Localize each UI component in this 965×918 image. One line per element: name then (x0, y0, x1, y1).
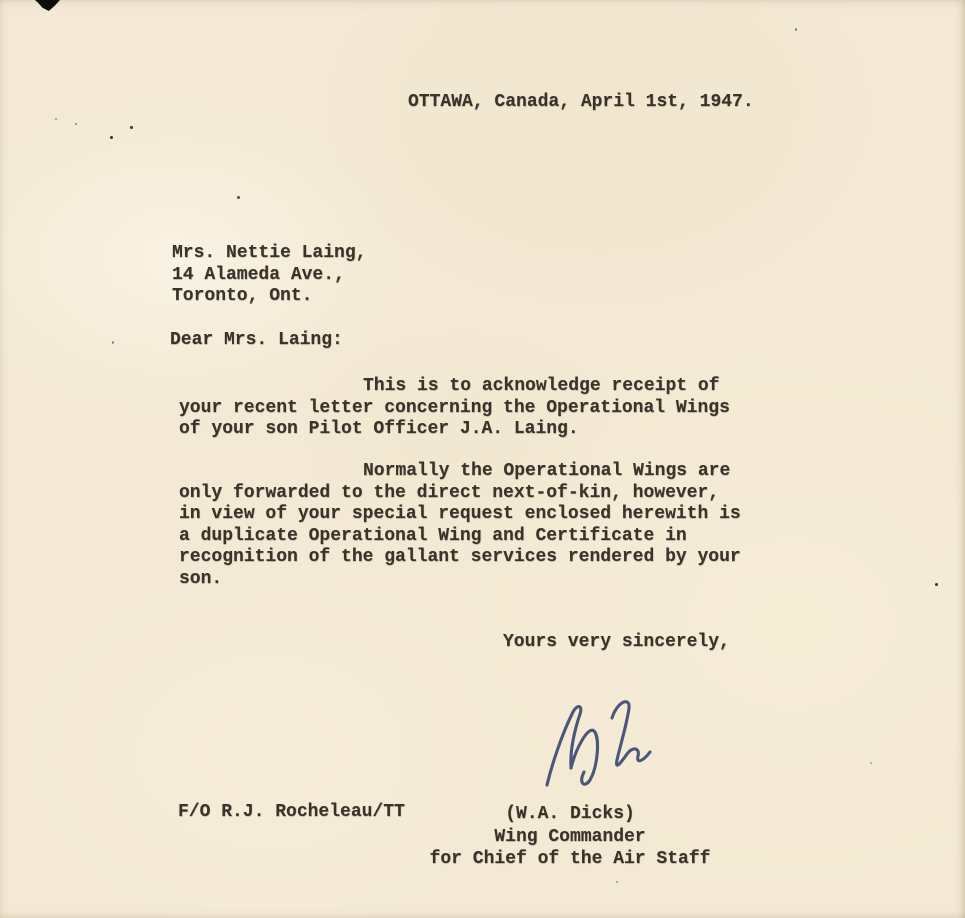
recipient-name: Mrs. Nettie Laing, (172, 243, 367, 263)
signatory-authority: for Chief of the Air Staff (429, 849, 711, 869)
signature-block (420, 804, 720, 872)
paragraph-2-line: in view of your special request enclosed herewith is (179, 504, 741, 524)
paper-speck (795, 28, 797, 31)
salutation: Dear Mrs. Laing: (170, 330, 343, 350)
paragraph-2-line: son. (179, 568, 223, 589)
paragraph-1-line: This is to acknowledge receipt of (363, 376, 720, 396)
paper-speck (112, 341, 114, 344)
paper-speck (55, 118, 57, 120)
scan-artifact-mark (35, 0, 60, 11)
paragraph-2-line: Normally the Operational Wings are (363, 461, 731, 481)
paragraph-2 (179, 461, 741, 590)
paper-speck (616, 881, 618, 883)
signatory-name: (W.A. Dicks) (505, 804, 635, 824)
dateline: OTTAWA, Canada, April 1st, 1947. (408, 92, 754, 112)
paper-speck (110, 136, 113, 139)
paragraph-2-line: recognition of the gallant services rendered by your (179, 547, 741, 567)
paper-speck (237, 196, 240, 199)
signatory-rank: Wing Commander (494, 826, 646, 847)
paragraph-1-line: of your son Pilot Officer J.A. Laing. (179, 419, 579, 439)
recipient-city: Toronto, Ont. (172, 286, 313, 306)
paper-speck (130, 126, 133, 129)
recipient-address (172, 243, 366, 308)
recipient-street: 14 Alameda Ave., (172, 264, 345, 285)
handwritten-signature-icon (540, 696, 658, 794)
paragraph-1-line: your recent letter concerning the Operational Wings (179, 397, 730, 418)
closing-phrase: Yours very sincerely, (503, 632, 730, 652)
paper-speck (75, 123, 77, 125)
reference-line: F/O R.J. Rocheleau/TT (178, 802, 405, 822)
paper-speck (870, 762, 872, 764)
paragraph-2-line: only forwarded to the direct next-of-kin, however, (179, 482, 720, 503)
paragraph-2-line: a duplicate Operational Wing and Certificate in (179, 525, 687, 546)
paragraph-1 (179, 376, 730, 441)
paper-speck (935, 583, 938, 586)
